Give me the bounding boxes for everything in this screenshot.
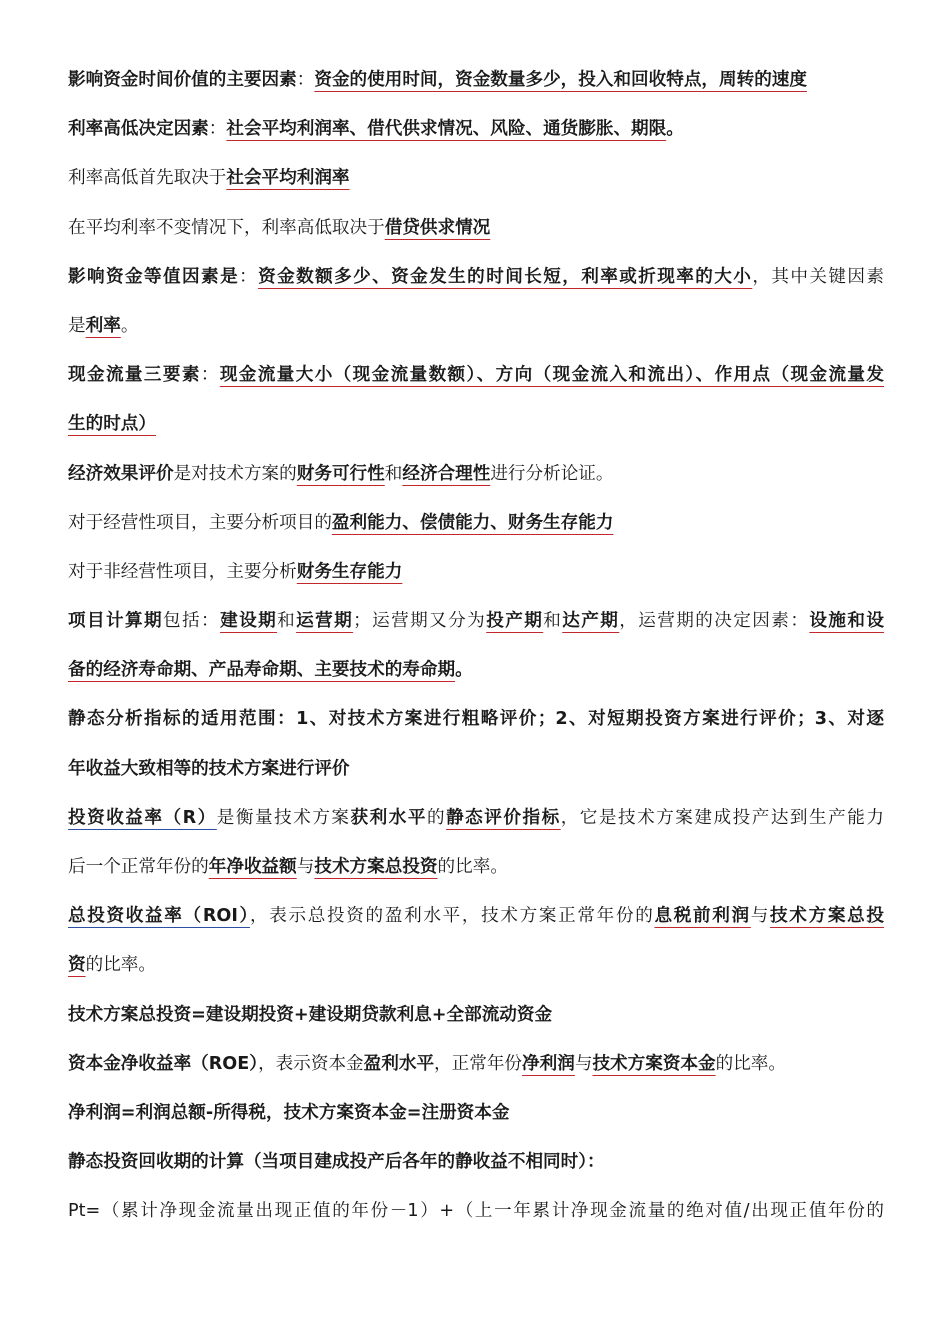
key-phrase: 盈利水平: [363, 1053, 435, 1074]
note-line-19: [68, 941, 884, 990]
colon: ：: [239, 266, 259, 287]
key-phrase: 投产期: [486, 611, 544, 632]
note-text: ，表示总投资的盈利水平，技术方案正常年份的: [250, 906, 655, 927]
cash-flow-elements-answer-cont: 生的时点）: [68, 414, 156, 435]
note-line-11: [68, 548, 884, 597]
colon: ：: [208, 119, 227, 140]
note-line-17: [68, 843, 884, 892]
formula-net-profit: 净利润=利润总额-所得税，技术方案资本金=注册资本金: [68, 1102, 510, 1123]
term-roi-r: 投资收益率（R）: [68, 807, 217, 828]
note-text: 与: [574, 1053, 593, 1074]
note-line-2: [68, 105, 884, 154]
note-text: ，运营期的决定因素：: [619, 611, 810, 632]
term-economic-evaluation: 经济效果评价: [68, 463, 174, 484]
heading-payback-period: 静态投资回收期的计算（当项目建成投产后各年的静收益不相同时）：: [68, 1152, 605, 1173]
note-text: 和: [543, 611, 563, 632]
formula-payback-period: Pt=（累计净现金流量出现正值的年份－1）+（上一年累计净现金流量的绝对值/出现正值年份的: [68, 1201, 884, 1222]
note-text: ，表示资本金: [258, 1053, 364, 1074]
key-phrase: 利率: [85, 315, 121, 336]
key-phrase: 年净收益额: [208, 857, 297, 877]
note-line-18: [68, 892, 884, 941]
term-equivalence-factors: 影响资金等值因素是: [68, 266, 240, 287]
note-text: 是对技术方案的: [173, 463, 297, 484]
note-text: 的比率。: [715, 1053, 786, 1074]
note-line-22: [68, 1089, 884, 1138]
key-phrase: 净利润: [522, 1053, 575, 1074]
key-phrase: 社会平均利润率: [226, 168, 350, 189]
key-phrase: 息税前利润: [654, 906, 751, 927]
note-line-14: [68, 695, 884, 744]
colon: ：: [200, 365, 220, 386]
note-line-21: [68, 1040, 884, 1089]
note-text: ，它是技术方案建成投产达到生产能力: [560, 807, 884, 828]
note-line-8: [68, 400, 884, 449]
note-line-20: [68, 991, 884, 1040]
note-text: 的比率。: [437, 857, 508, 877]
term-cash-flow-elements: 现金流量三要素: [68, 365, 201, 386]
note-line-12: [68, 597, 884, 646]
note-line-3: [68, 154, 884, 203]
note-line-5: [68, 253, 884, 302]
note-text: 的: [426, 807, 447, 828]
note-text: 与: [750, 906, 771, 927]
formula-total-investment: 技术方案总投资=建设期投资+建设期贷款利息+全部流动资金: [68, 1004, 553, 1025]
note-text: 利率高低首先取决于: [68, 168, 227, 189]
period: 。: [120, 315, 139, 336]
key-phrase: 设施和设: [809, 611, 884, 632]
note-line-23: [68, 1138, 884, 1187]
key-phrase: 技术方案总投: [770, 906, 884, 927]
key-phrase: 借贷供求情况: [384, 217, 491, 238]
note-text: 包括：: [163, 611, 221, 632]
key-phrase: 建设期: [220, 611, 278, 632]
note-text: 是衡量技术方案: [216, 807, 351, 828]
note-text: 和: [277, 611, 297, 632]
note-line-15: [68, 745, 884, 794]
key-phrase: 财务生存能力: [296, 561, 403, 582]
note-text: 和: [384, 463, 403, 484]
term-interest-rate-factors: 利率高低决定因素: [68, 119, 209, 140]
term-static-indicators: 静态分析指标的适用范围: [68, 709, 278, 730]
note-text: 的比率。: [85, 955, 156, 976]
equivalence-factors-answer: 资金数额多少、资金发生的时间长短，利率或折现率的大小: [258, 266, 753, 287]
static-indicators-answer-cont: 年收益大致相等的技术方案进行评价: [68, 758, 350, 779]
note-line-9: [68, 450, 884, 499]
key-phrase: 达产期: [562, 611, 620, 632]
note-line-7: [68, 351, 884, 400]
period: 。: [666, 119, 684, 140]
note-line-4: [68, 204, 884, 253]
note-text: ；运营期又分为: [353, 611, 487, 632]
term-roe: 资本金净收益率（ROE）: [68, 1053, 259, 1074]
interest-rate-factors-answer: 社会平均利润率、借代供求情况、风险、通货膨胀、期限: [226, 119, 667, 140]
note-line-16: [68, 794, 884, 843]
note-line-6: [68, 302, 884, 351]
note-text: 在平均利率不变情况下，利率高低取决于: [68, 217, 385, 238]
term-roi: 总投资收益率（ROI）: [68, 906, 250, 927]
note-line-10: [68, 499, 884, 548]
colon: ：: [296, 70, 315, 90]
study-notes: [68, 56, 884, 1237]
static-indicators-answer: ：1、对技术方案进行粗略评价；2、对短期投资方案进行评价；3、对逐: [277, 709, 884, 730]
note-text: 与: [296, 857, 315, 877]
note-text: 是: [68, 315, 86, 336]
key-phrase: 资: [68, 955, 86, 976]
key-phrase: 技术方案总投资: [314, 857, 438, 877]
note-text: ，正常年份: [434, 1053, 523, 1074]
note-line-24: [68, 1187, 884, 1236]
key-phrase: 技术方案资本金: [592, 1053, 716, 1074]
key-phrase: 经济合理性: [402, 463, 491, 484]
note-line-1: [68, 56, 884, 105]
key-phrase: 静态评价指标: [446, 807, 561, 828]
time-value-factors-answer: 资金的使用时间，资金数量多少，投入和回收特点，周转的速度: [314, 70, 807, 90]
cash-flow-elements-answer: 现金流量大小（现金流量数额）、方向（现金流入和流出）、作用点（现金流量发: [219, 365, 884, 386]
key-phrase: 财务可行性: [296, 463, 385, 484]
period: 。: [455, 660, 473, 681]
key-phrase: 盈利能力、偿债能力、财务生存能力: [331, 512, 614, 533]
term-calculation-period: 项目计算期: [68, 611, 164, 632]
note-text: 对于非经营性项目，主要分析: [68, 561, 297, 582]
key-phrase: 运营期: [296, 611, 354, 632]
note-text: 进行分析论证。: [490, 463, 614, 484]
note-text: ，其中关键因素: [752, 266, 884, 287]
note-line-13: [68, 646, 884, 695]
key-phrase: 备的经济寿命期、产品寿命期、主要技术的寿命期: [68, 660, 456, 681]
key-phrase: 获利水平: [350, 807, 427, 828]
note-text: 对于经营性项目，主要分析项目的: [68, 512, 332, 533]
term-time-value-factors: 影响资金时间价值的主要因素: [68, 70, 297, 90]
note-text: 后一个正常年份的: [68, 857, 209, 877]
